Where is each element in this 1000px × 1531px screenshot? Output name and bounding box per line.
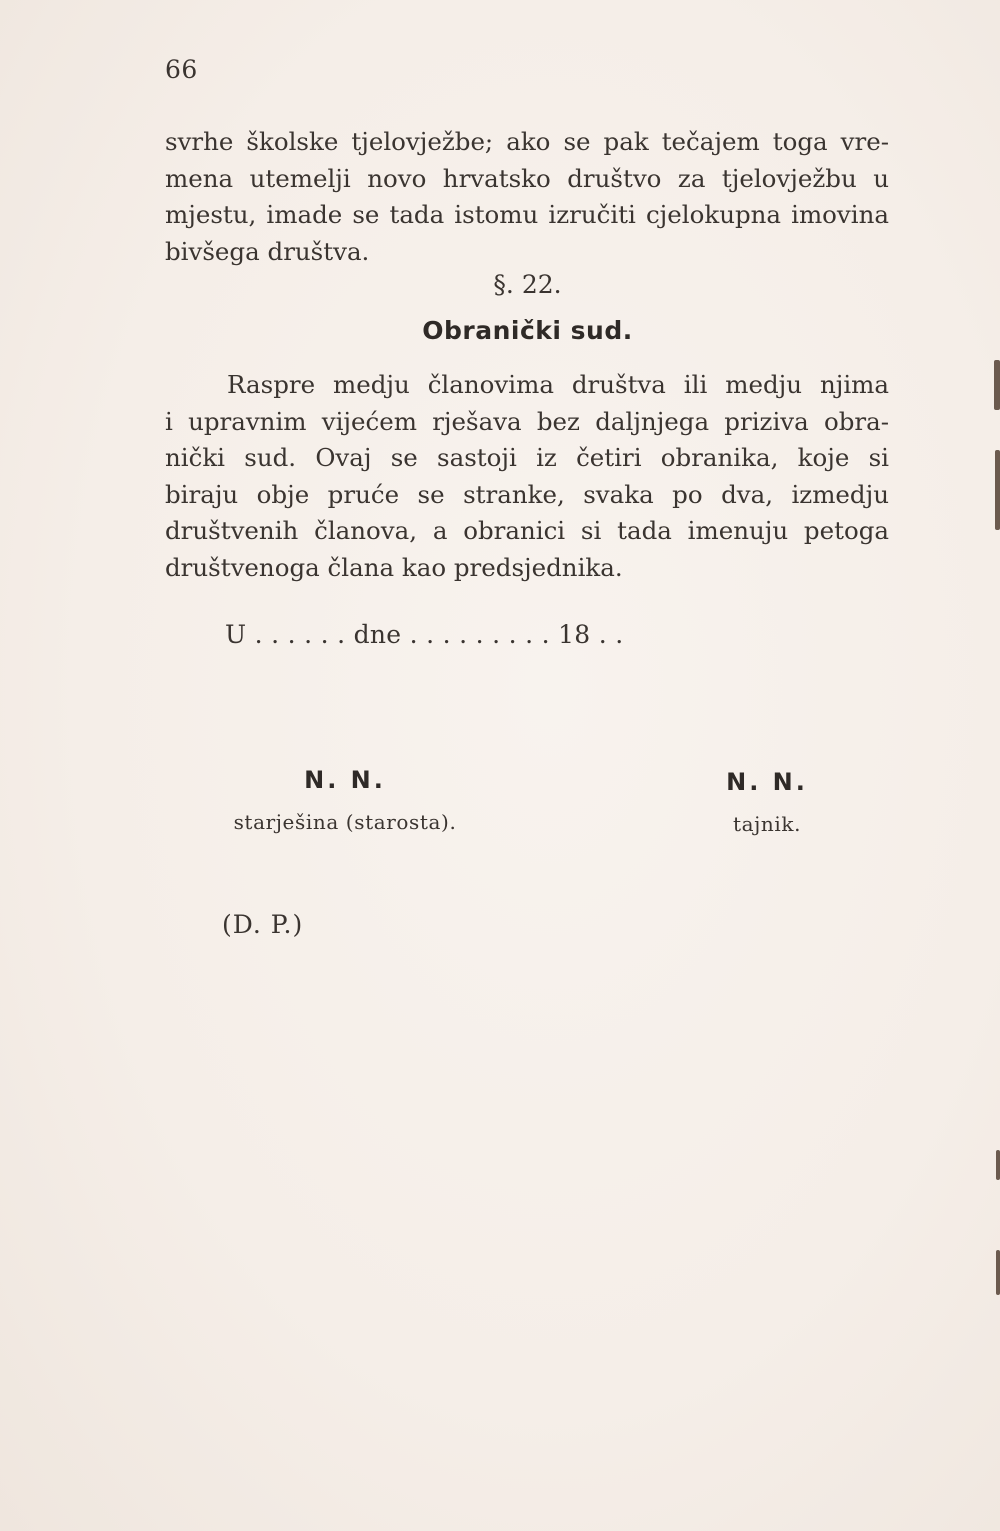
section-heading: Obranički sud. bbox=[422, 316, 633, 345]
signature-name: N. N. bbox=[304, 766, 386, 794]
edge-mark bbox=[994, 360, 1000, 410]
text-line: mjestu, imade se tada istomu izručiti cjelokupna imovina bbox=[165, 200, 889, 229]
signature-title: starješina (starosta). bbox=[233, 810, 457, 834]
place-date-line: U . . . . . . dne . . . . . . . . . 18 . . bbox=[225, 620, 624, 649]
edge-mark bbox=[995, 450, 1000, 530]
signature-block-president bbox=[230, 766, 460, 834]
signature-block-secretary bbox=[712, 768, 822, 836]
signature-name: N. N. bbox=[726, 768, 808, 796]
text-line: i upravnim vijećem rješava bez daljnjega priziva obra- bbox=[165, 406, 889, 436]
text-line: bivšega društva. bbox=[165, 236, 370, 266]
signature-title: tajnik. bbox=[732, 812, 802, 836]
section-number: §. 22. bbox=[493, 270, 562, 299]
paragraph-continuation bbox=[165, 124, 889, 270]
page-number: 66 bbox=[165, 55, 198, 84]
text-line: nički sud. Ovaj se sastoji iz četiri obranika, koje si bbox=[165, 443, 889, 472]
text-line: Raspre medju članovima društva ili medju njima bbox=[227, 370, 889, 399]
text-line: mena utemelji novo hrvatsko društvo za tjelovježbu u bbox=[165, 163, 889, 193]
edge-mark bbox=[996, 1250, 1000, 1295]
text-line: društvenoga člana kao predsjednika. bbox=[165, 552, 623, 582]
seal-placeholder: (D. P.) bbox=[222, 910, 304, 939]
text-line: društvenih članova, a obranici si tada imenuju petoga bbox=[165, 516, 889, 545]
edge-mark bbox=[996, 1150, 1000, 1180]
paragraph-arbitration bbox=[165, 367, 889, 586]
text-line: biraju obje pruće se stranke, svaka po dva, izmedju bbox=[165, 479, 889, 509]
text-line: svrhe školske tjelovježbe; ako se pak tečajem toga vre- bbox=[165, 127, 889, 156]
